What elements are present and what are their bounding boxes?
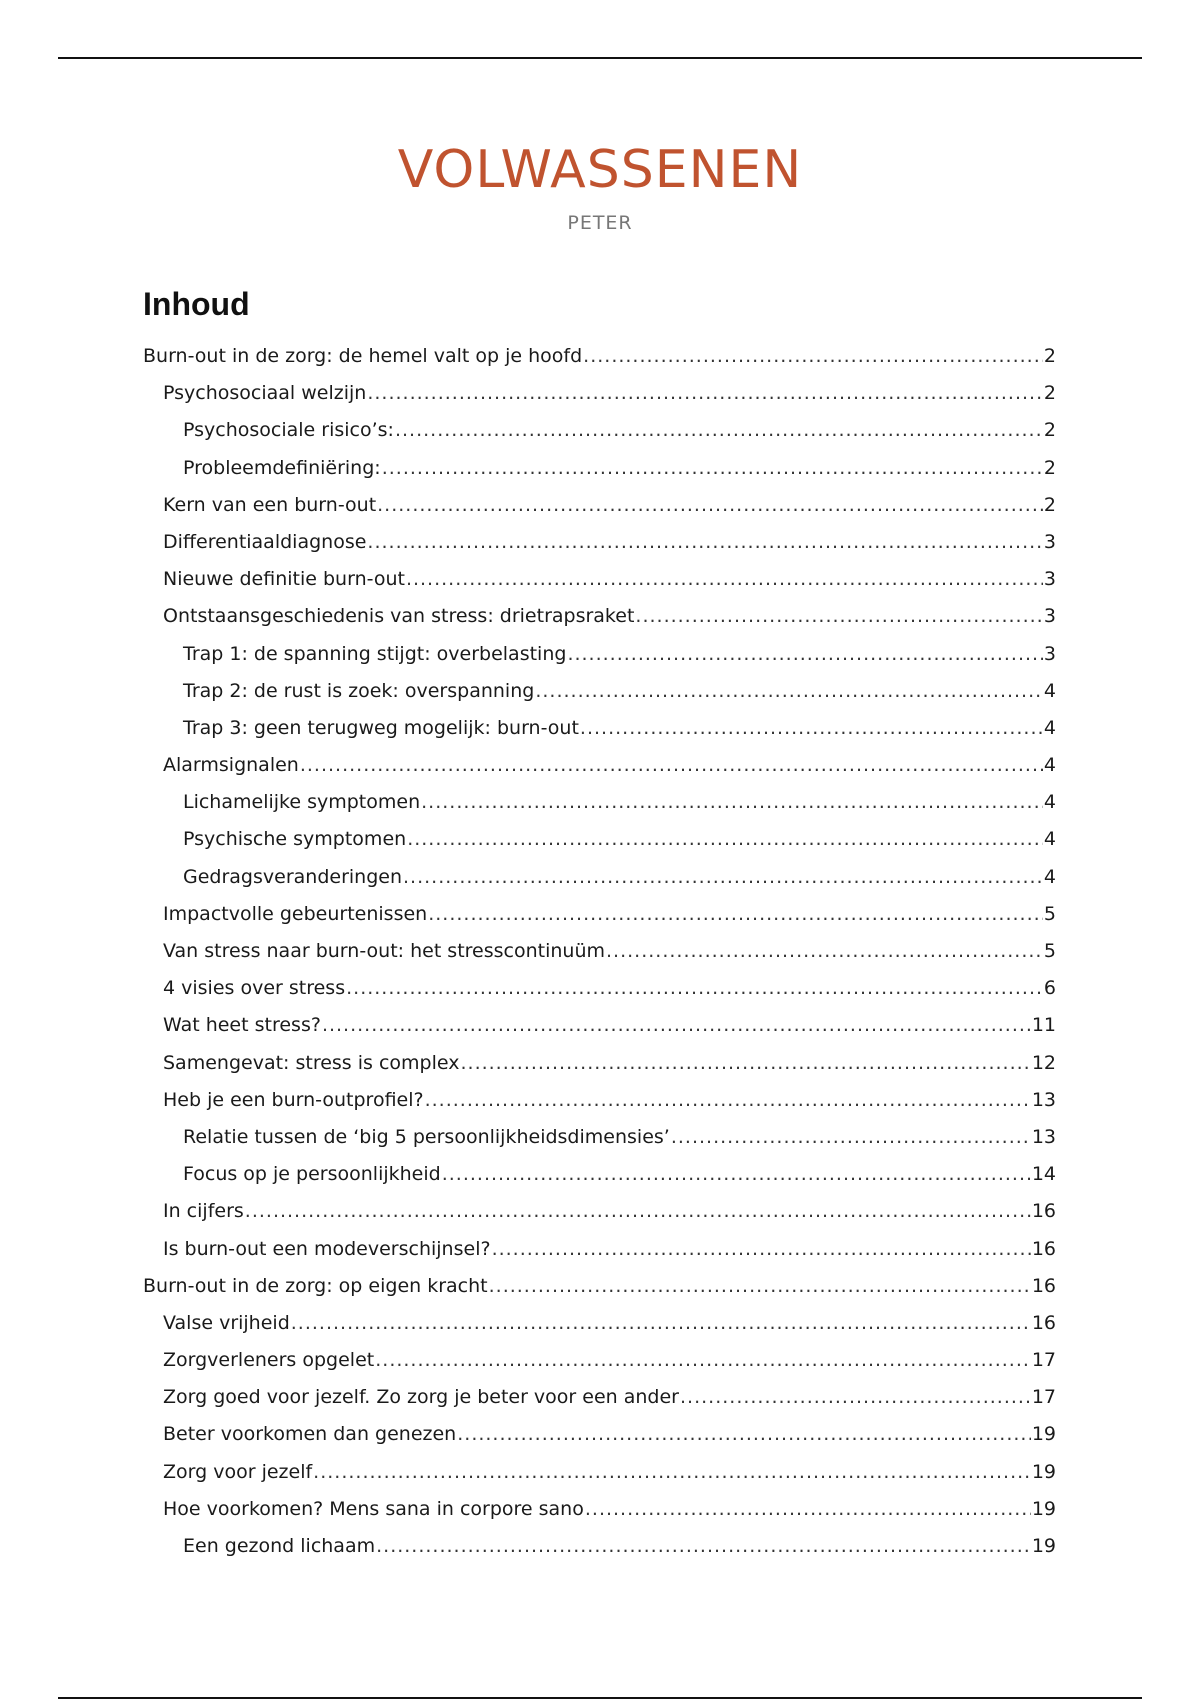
toc-entry-page: 19 xyxy=(1031,1497,1056,1520)
toc-entry-page: 2 xyxy=(1043,419,1056,442)
toc-entry-label: Trap 3: geen terugweg mogelijk: burn-out xyxy=(183,716,579,739)
toc-entry[interactable] xyxy=(143,1268,1056,1305)
toc-entry[interactable] xyxy=(143,747,1056,784)
toc-entry[interactable] xyxy=(143,784,1056,821)
toc-dot-leader xyxy=(313,1454,1031,1491)
toc-entry-page: 3 xyxy=(1043,568,1056,591)
toc-entry-page: 2 xyxy=(1043,493,1056,516)
toc-entry-page: 16 xyxy=(1031,1274,1056,1297)
toc-entry-label: 4 visies over stress xyxy=(163,977,346,1000)
toc-entry-label: Zorg goed voor jezelf. Zo zorg je beter voor een ander xyxy=(163,1386,679,1409)
toc-dot-leader xyxy=(680,1379,1031,1416)
toc-dot-leader xyxy=(671,1119,1031,1156)
toc-entry-page: 17 xyxy=(1031,1386,1056,1409)
toc-entry[interactable] xyxy=(143,450,1056,487)
toc-entry-label: Zorg voor jezelf xyxy=(163,1460,313,1483)
toc-entry-page: 4 xyxy=(1043,716,1056,739)
toc-entry-page: 4 xyxy=(1043,865,1056,888)
toc-dot-leader xyxy=(583,338,1043,375)
toc-entry-page: 5 xyxy=(1043,902,1056,925)
toc-dot-leader xyxy=(492,1231,1031,1268)
toc-entry-label: Psychosociaal welzijn xyxy=(163,382,367,405)
toc-dot-leader xyxy=(403,859,1043,896)
toc-entry-page: 19 xyxy=(1031,1460,1056,1483)
toc-entry-label: Is burn-out een modeverschijnsel? xyxy=(163,1237,491,1260)
toc-entry[interactable] xyxy=(143,970,1056,1007)
toc-entry-page: 3 xyxy=(1043,530,1056,553)
toc-entry-label: Burn-out in de zorg: de hemel valt op je hoofd xyxy=(143,345,583,367)
toc-dot-leader xyxy=(406,561,1043,598)
toc-entry-label: Hoe voorkomen? Mens sana in corpore sano xyxy=(163,1497,584,1520)
top-rule xyxy=(58,57,1142,59)
toc-dot-leader xyxy=(567,636,1042,673)
toc-entry-page: 11 xyxy=(1031,1014,1056,1037)
toc-entry-page: 12 xyxy=(1031,1051,1056,1074)
toc-entry-label: Differentiaaldiagnose xyxy=(163,530,367,553)
toc-dot-leader xyxy=(580,710,1043,747)
toc-entry-page: 19 xyxy=(1031,1535,1056,1557)
toc-entry-label: Van stress naar burn-out: het stresscontinuüm xyxy=(163,940,606,962)
toc-dot-leader xyxy=(300,747,1043,784)
toc-entry-page: 13 xyxy=(1031,1088,1056,1111)
toc-entry[interactable] xyxy=(143,1193,1056,1230)
toc-entry-page: 16 xyxy=(1031,1237,1056,1260)
toc-entry[interactable] xyxy=(143,673,1056,710)
toc-entry[interactable] xyxy=(143,1454,1056,1491)
toc-entry-page: 4 xyxy=(1043,754,1056,777)
toc-dot-leader xyxy=(428,896,1043,933)
toc-dot-leader xyxy=(395,412,1043,449)
toc-entry-page: 3 xyxy=(1043,642,1056,665)
table-of-contents xyxy=(143,338,1056,1565)
toc-entry[interactable] xyxy=(143,710,1056,747)
toc-dot-leader xyxy=(535,673,1043,710)
toc-entry-label: Alarmsignalen xyxy=(163,754,299,777)
toc-entry[interactable] xyxy=(143,1119,1056,1156)
toc-heading: Inhoud xyxy=(143,286,250,322)
toc-entry[interactable] xyxy=(143,1082,1056,1119)
toc-entry-label: Ontstaansgeschiedenis van stress: drietrapsraket xyxy=(163,605,635,628)
toc-entry[interactable] xyxy=(143,1231,1056,1268)
toc-dot-leader xyxy=(367,524,1043,561)
toc-entry-page: 14 xyxy=(1031,1163,1056,1186)
toc-entry-page: 2 xyxy=(1043,345,1056,367)
toc-entry-label: Lichamelijke symptomen xyxy=(183,791,421,814)
toc-dot-leader xyxy=(585,1491,1031,1528)
toc-entry-page: 6 xyxy=(1043,977,1056,1000)
toc-dot-leader xyxy=(291,1305,1031,1342)
toc-entry-label: Kern van een burn-out xyxy=(163,493,377,516)
toc-entry-label: Psychosociale risico’s: xyxy=(183,419,394,442)
toc-dot-leader xyxy=(635,598,1043,635)
toc-entry-label: Beter voorkomen dan genezen xyxy=(163,1423,457,1446)
toc-entry[interactable] xyxy=(143,1156,1056,1193)
toc-entry[interactable] xyxy=(143,821,1056,858)
toc-entry-label: Trap 1: de spanning stijgt: overbelasting xyxy=(183,642,567,665)
toc-dot-leader xyxy=(245,1193,1031,1230)
toc-entry-page: 13 xyxy=(1031,1125,1056,1148)
toc-dot-leader xyxy=(425,1082,1031,1119)
toc-entry[interactable] xyxy=(143,1342,1056,1379)
toc-dot-leader xyxy=(442,1156,1031,1193)
toc-dot-leader xyxy=(367,375,1043,412)
toc-entry-label: Een gezond lichaam xyxy=(183,1535,376,1557)
toc-entry-label: Psychische symptomen xyxy=(183,828,407,851)
toc-entry[interactable] xyxy=(143,338,1056,375)
toc-entry-page: 19 xyxy=(1031,1423,1056,1446)
toc-entry[interactable] xyxy=(143,1305,1056,1342)
toc-entry-label: Relatie tussen de ‘big 5 persoonlijkheidsdimensies’ xyxy=(183,1125,670,1148)
toc-entry[interactable] xyxy=(143,375,1056,412)
toc-entry[interactable] xyxy=(143,896,1056,933)
toc-dot-leader xyxy=(606,933,1043,970)
toc-dot-leader xyxy=(322,1007,1031,1044)
toc-entry[interactable] xyxy=(143,561,1056,598)
toc-entry-page: 16 xyxy=(1031,1200,1056,1223)
toc-entry[interactable] xyxy=(143,412,1056,449)
toc-entry-label: Samengevat: stress is complex xyxy=(163,1051,460,1074)
toc-dot-leader xyxy=(407,821,1043,858)
toc-entry-label: Burn-out in de zorg: op eigen kracht xyxy=(143,1274,488,1297)
toc-dot-leader xyxy=(421,784,1043,821)
toc-entry[interactable] xyxy=(143,859,1056,896)
toc-entry-page: 5 xyxy=(1043,940,1056,962)
toc-entry-page: 17 xyxy=(1031,1349,1056,1372)
toc-entry-page: 3 xyxy=(1043,605,1056,628)
toc-entry-label: Valse vrijheid xyxy=(163,1311,290,1334)
toc-entry-page: 4 xyxy=(1043,828,1056,851)
toc-entry-label: Nieuwe definitie burn-out xyxy=(163,568,405,591)
toc-dot-leader xyxy=(382,450,1043,487)
toc-dot-leader xyxy=(376,1528,1031,1565)
toc-entry[interactable] xyxy=(143,1045,1056,1082)
toc-entry-label: In cijfers xyxy=(163,1200,244,1223)
toc-entry[interactable] xyxy=(143,1491,1056,1528)
toc-dot-leader xyxy=(457,1416,1031,1453)
toc-entry[interactable] xyxy=(143,1528,1056,1565)
toc-entry-label: Zorgverleners opgelet xyxy=(163,1349,375,1372)
toc-entry-label: Impactvolle gebeurtenissen xyxy=(163,902,428,925)
toc-entry[interactable] xyxy=(143,487,1056,524)
toc-entry[interactable] xyxy=(143,1379,1056,1416)
toc-dot-leader xyxy=(460,1045,1030,1082)
toc-entry-page: 16 xyxy=(1031,1311,1056,1334)
toc-dot-leader xyxy=(489,1268,1031,1305)
toc-entry-label: Probleemdefiniëring: xyxy=(183,456,381,479)
toc-entry[interactable] xyxy=(143,598,1056,635)
toc-entry-label: Wat heet stress? xyxy=(163,1014,321,1037)
bottom-rule xyxy=(58,1697,1142,1699)
toc-entry-page: 4 xyxy=(1043,791,1056,814)
document-subtitle: PETER xyxy=(567,212,633,234)
toc-entry[interactable] xyxy=(143,1007,1056,1044)
toc-entry[interactable] xyxy=(143,524,1056,561)
toc-entry-label: Focus op je persoonlijkheid xyxy=(183,1163,441,1186)
toc-entry[interactable] xyxy=(143,636,1056,673)
document-title: VOLWASSENEN xyxy=(397,140,803,200)
toc-entry-label: Trap 2: de rust is zoek: overspanning xyxy=(183,679,535,702)
toc-entry-page: 2 xyxy=(1043,382,1056,405)
toc-entry-page: 2 xyxy=(1043,456,1056,479)
toc-entry-label: Gedragsveranderingen xyxy=(183,865,402,888)
toc-entry-page: 4 xyxy=(1043,679,1056,702)
toc-entry[interactable] xyxy=(143,933,1056,970)
toc-entry[interactable] xyxy=(143,1416,1056,1453)
toc-dot-leader xyxy=(377,487,1043,524)
toc-dot-leader xyxy=(375,1342,1031,1379)
toc-dot-leader xyxy=(346,970,1043,1007)
toc-entry-label: Heb je een burn-outprofiel? xyxy=(163,1088,424,1111)
